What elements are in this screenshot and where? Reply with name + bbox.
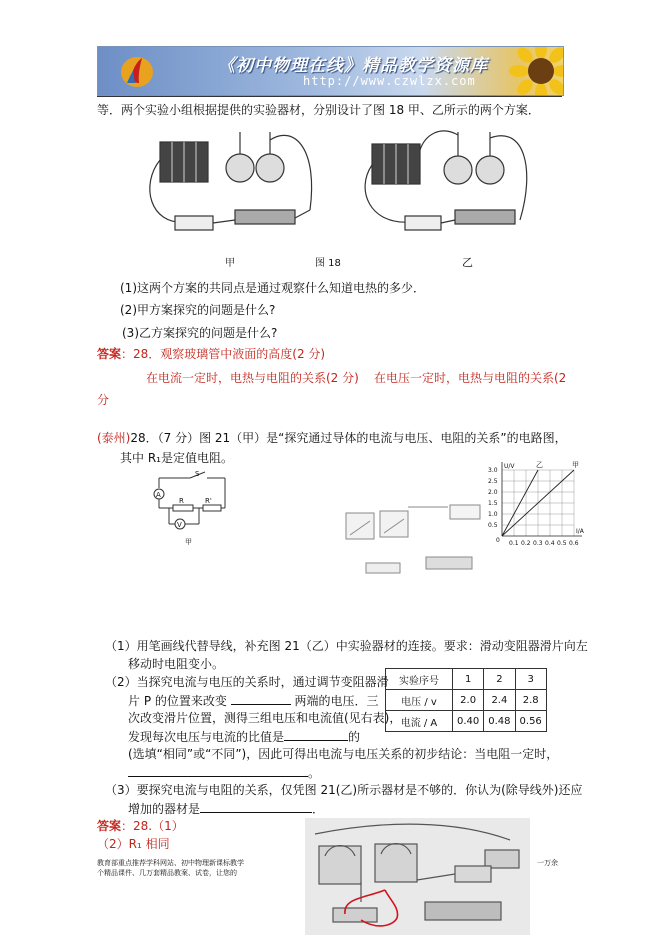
y-tick-label: 0.5 [488, 522, 498, 529]
q2-answer-line2: （2）R₁ 相同 [97, 837, 170, 851]
experiment-table [385, 668, 547, 732]
site-logo-icon [118, 52, 156, 90]
circuit-label-v: V [177, 521, 182, 529]
table-cell: 0.56 [515, 711, 546, 732]
table-row [386, 690, 547, 711]
fig18-caption: 图 18 [315, 258, 341, 269]
q1-sub1: (1)这两个方案的共同点是通过观察什么知道电热的多少． [120, 281, 426, 295]
figure-18 [140, 130, 540, 270]
y-tick-label: 1.0 [488, 511, 498, 518]
footer-line2-left: 个精品课件、几万套精品教案、试卷，让您的 [97, 869, 237, 877]
y-tick-label: 3.0 [488, 467, 498, 474]
q2-answer-line1: ：28.（1） [121, 819, 184, 833]
q2-item2c: 次改变滑片位置，测得三组电压和电流值(见右表)， [128, 711, 402, 725]
table-cell: 2.8 [515, 690, 546, 711]
table-cell: 2.0 [453, 690, 484, 711]
q1-sub3: (3)乙方案探究的问题是什么? [122, 326, 278, 340]
ui-graph [478, 458, 598, 554]
q2-answer [97, 818, 184, 834]
series-label: 乙 [536, 461, 543, 469]
q2-title [97, 430, 567, 446]
circuit-label-s: S [195, 470, 200, 478]
answer-wiring-photo [305, 818, 530, 935]
table-cell: 0.48 [484, 711, 515, 732]
q2-item2d [128, 728, 360, 745]
q2-item1a: （1）用笔画线代替导线，补充图 21（乙）中实验器材的连接。要求：滑动变阻器滑片向左 [105, 639, 588, 653]
q2-region: (泰州) [97, 431, 131, 445]
blank-resistor-input[interactable] [231, 692, 291, 705]
q2-title-line: 28．（7 分）图 21（甲）是“探究通过导体的电流与电压、电阻的关系”的电路图， [130, 431, 567, 445]
origin-label: 0 [496, 537, 500, 544]
fig18-label-jia: 甲 [225, 258, 235, 269]
blank-conclusion-input[interactable] [128, 764, 308, 777]
table-cell: 电流 / A [386, 711, 453, 732]
x-tick-label: 0.6 [569, 540, 579, 547]
table-cell: 0.40 [453, 711, 484, 732]
site-url[interactable]: http://www.czwlzx.com [303, 74, 476, 88]
q2-item2a: （2）当探究电流与电压的关系时，通过调节变阻器滑 [105, 675, 389, 689]
q1-answer [97, 346, 325, 362]
table-cell: 电压 / v [386, 690, 453, 711]
circuit-diagram [145, 468, 255, 548]
q2-item2d-pre: 发现每次电压与电流的比值是 [128, 730, 285, 744]
blank-ratio-input[interactable] [284, 728, 348, 741]
table-header-cell: 实验序号 [386, 669, 453, 690]
table-row [386, 711, 547, 732]
q2-answer-label: 答案 [97, 819, 122, 833]
q2-item2f [128, 764, 320, 781]
y-tick-label: 2.0 [488, 489, 498, 496]
circuit-label-a: A [156, 491, 161, 499]
q1-answer-line1: ：28．观察玻璃管中液面的高度(2 分) [121, 347, 326, 361]
q1-answer-line2b: 在电压一定时，电热与电阻的关系(2 [374, 371, 567, 385]
fig18-label-yi: 乙 [462, 256, 473, 269]
y-tick-label: 2.5 [488, 478, 498, 485]
table-header-cell: 3 [515, 669, 546, 690]
apparatus-drawing [338, 495, 488, 590]
y-tick-label: 1.5 [488, 500, 498, 507]
q2-item2b-post: 两端的电压．三 [294, 694, 379, 708]
blank-equipment-input[interactable] [200, 800, 312, 813]
circuit-label-rprime: R' [205, 497, 212, 505]
x-tick-label: 0.4 [545, 540, 555, 547]
q1-answer-label: 答案 [97, 347, 122, 361]
circuit-label-jia: 甲 [185, 538, 192, 546]
q2-line2: 其中 R₁是定值电阻。 [120, 451, 233, 465]
q2-item2b-pre: 片 P 的位置来改变 [128, 694, 227, 708]
series-label: 甲 [572, 461, 579, 469]
q1-sub2: (2)甲方案探究的问题是什么? [120, 303, 276, 317]
footer-line1-left: 教育部重点推荐学科网站、初中物理新课标教学 [97, 859, 244, 867]
header-banner [97, 46, 564, 96]
q2-item2e: (选填“相同”或“不同”)，因此可得出电流与电压关系的初步结论：当电阻一定时， [128, 747, 559, 761]
table-cell: 2.4 [484, 690, 515, 711]
q2-item3b [128, 800, 324, 817]
footer-line1-right: 一万余 [537, 859, 558, 867]
q2-item2f-post: 。 [308, 766, 321, 780]
q2-item3b-post: ． [312, 802, 325, 816]
x-axis-label: I/A [576, 528, 584, 535]
header-rule [97, 96, 562, 97]
circuit-label-r: R [179, 497, 184, 505]
table-header-cell: 2 [484, 669, 515, 690]
table-header-cell: 1 [453, 669, 484, 690]
x-tick-label: 0.1 [509, 540, 519, 547]
y-axis-label: U/V [504, 463, 515, 470]
table-header-row [386, 669, 547, 690]
q2-item3a: （3）要探究电流与电阻的关系，仅凭图 21(乙)所示器材是不够的．你认为(除导线外)还应 [105, 783, 583, 797]
q2-item2d-post: 的 [348, 730, 361, 744]
x-tick-label: 0.3 [533, 540, 543, 547]
q2-item3b-pre: 增加的器材是 [128, 802, 201, 816]
x-tick-label: 0.2 [521, 540, 531, 547]
site-title: 《初中物理在线》精品教学资源库 [218, 56, 488, 76]
q1-answer-line2a: 在电流一定时，电热与电阻的关系(2 分) [146, 371, 359, 385]
q1-intro: 等．两个实验小组根据提供的实验器材，分别设计了图 18 甲、乙所示的两个方案． [97, 103, 540, 117]
q2-item1b: 移动时电阻变小。 [128, 657, 225, 671]
q2-item2b [128, 692, 379, 709]
x-tick-label: 0.5 [557, 540, 567, 547]
q1-answer-line3: 分 [97, 393, 110, 407]
sunflower-icon [501, 46, 564, 96]
